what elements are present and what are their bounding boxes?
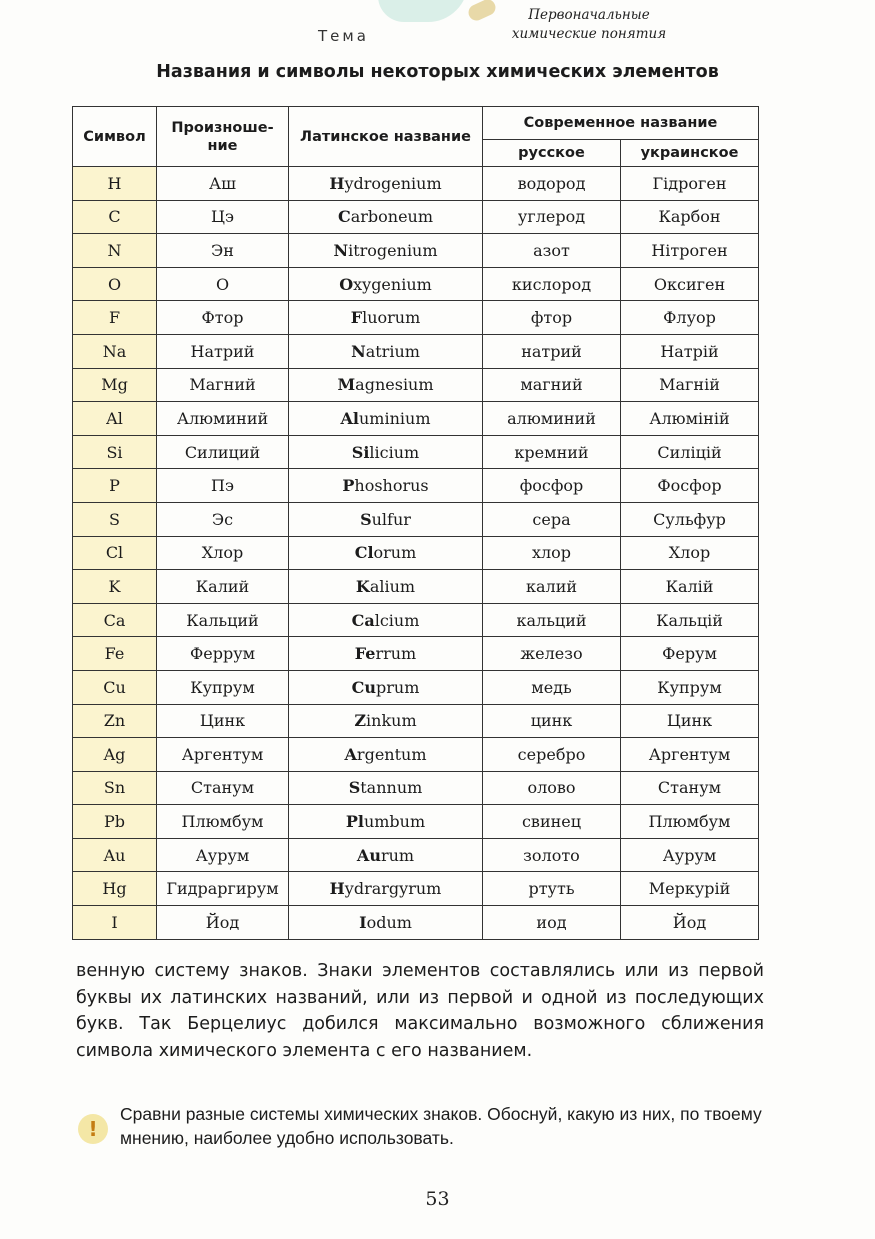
latin-initial: Cu — [351, 677, 376, 697]
cell-russian: азот — [483, 234, 621, 268]
latin-initial: K — [355, 576, 370, 596]
body-paragraph: венную систему знаков. Знаки элементов составлялись или из первой буквы их латинских названий, или из первой и одной из последующих букв. Так Берцелиус добился максимально возможного сближения символа химического элемента с его названием. — [76, 961, 764, 1061]
cell-symbol: Sn — [73, 771, 157, 805]
latin-initial: Cl — [354, 543, 374, 563]
cell-symbol: Fe — [73, 637, 157, 671]
cell-ukrainian: Гідроген — [621, 167, 759, 201]
topic-line: Первоначальные — [528, 7, 650, 23]
cell-russian: водород — [483, 167, 621, 201]
cell-russian: фтор — [483, 301, 621, 335]
cell-pronunciation: Станум — [157, 771, 289, 805]
latin-initial: Ca — [351, 610, 375, 630]
cell-latin — [289, 637, 483, 671]
cell-pronunciation: Алюминий — [157, 402, 289, 436]
cell-russian: кислород — [483, 267, 621, 301]
cell-symbol: Zn — [73, 704, 157, 738]
table-row — [73, 234, 759, 268]
header-modern: Современное название — [483, 107, 759, 140]
cell-symbol: C — [73, 200, 157, 234]
cell-latin — [289, 301, 483, 335]
latin-initial: F — [350, 308, 363, 328]
cell-symbol: F — [73, 301, 157, 335]
table-body — [73, 167, 759, 940]
cell-ukrainian: Купрум — [621, 670, 759, 704]
cell-symbol: Cl — [73, 536, 157, 570]
cell-symbol: Na — [73, 334, 157, 368]
cell-pronunciation: Йод — [157, 906, 289, 940]
cell-pronunciation: Магний — [157, 368, 289, 402]
latin-initial: H — [329, 879, 345, 899]
table-row — [73, 536, 759, 570]
latin-rest: ydrargyrum — [344, 879, 442, 899]
task-box — [78, 1100, 768, 1160]
table-row — [73, 771, 759, 805]
cell-ukrainian: Цинк — [621, 704, 759, 738]
cell-symbol: H — [73, 167, 157, 201]
task-text: Сравни разные системы химических знаков. Обоснуй, какую из них, по твоему мнению, наиболее удобно использовать. — [120, 1104, 762, 1148]
cell-russian: железо — [483, 637, 621, 671]
cell-russian: фосфор — [483, 469, 621, 503]
cell-pronunciation: Кальций — [157, 603, 289, 637]
cell-pronunciation: Пэ — [157, 469, 289, 503]
latin-initial: P — [342, 476, 355, 496]
cell-latin — [289, 536, 483, 570]
cell-latin — [289, 872, 483, 906]
cell-symbol: S — [73, 502, 157, 536]
cell-ukrainian: Силіцій — [621, 435, 759, 469]
cell-latin — [289, 738, 483, 772]
header-latin: Латинское название — [289, 107, 483, 167]
latin-rest: licium — [369, 442, 420, 462]
cell-pronunciation: Фтор — [157, 301, 289, 335]
latin-initial: N — [351, 341, 366, 361]
table-title: Названия и символы некоторых химических элементов — [156, 62, 719, 82]
cell-pronunciation: Цинк — [157, 704, 289, 738]
latin-initial: M — [337, 375, 356, 395]
cell-latin — [289, 234, 483, 268]
cell-russian: сера — [483, 502, 621, 536]
cell-pronunciation: Аурум — [157, 838, 289, 872]
cell-latin — [289, 805, 483, 839]
table-row — [73, 738, 759, 772]
table-row — [73, 334, 759, 368]
cell-russian: алюминий — [483, 402, 621, 436]
topic-title — [494, 6, 684, 44]
cell-ukrainian: Ферум — [621, 637, 759, 671]
latin-initial: H — [329, 173, 345, 193]
cell-symbol: Mg — [73, 368, 157, 402]
cell-symbol: Si — [73, 435, 157, 469]
latin-initial: Z — [354, 711, 367, 731]
latin-initial: Pl — [345, 812, 364, 832]
cell-latin — [289, 906, 483, 940]
cell-latin — [289, 570, 483, 604]
table-row — [73, 368, 759, 402]
latin-rest: rgentum — [356, 744, 427, 764]
cell-symbol: Pb — [73, 805, 157, 839]
cell-symbol: Au — [73, 838, 157, 872]
cell-latin — [289, 704, 483, 738]
latin-initial: N — [333, 240, 349, 260]
cell-latin — [289, 670, 483, 704]
table-row — [73, 435, 759, 469]
cell-pronunciation: Натрий — [157, 334, 289, 368]
cell-russian: натрий — [483, 334, 621, 368]
cell-symbol: K — [73, 570, 157, 604]
table-row — [73, 704, 759, 738]
latin-rest: ulfur — [371, 509, 411, 529]
latin-rest: lcium — [374, 610, 420, 630]
cell-latin — [289, 334, 483, 368]
elements-table — [72, 106, 759, 940]
cell-latin — [289, 469, 483, 503]
latin-rest: tannum — [360, 778, 423, 798]
cell-pronunciation: Калий — [157, 570, 289, 604]
cell-russian: золото — [483, 838, 621, 872]
latin-rest: agnesium — [355, 375, 434, 395]
latin-rest: prum — [376, 677, 420, 697]
cell-russian: магний — [483, 368, 621, 402]
latin-initial: Fe — [354, 644, 376, 664]
table-row — [73, 670, 759, 704]
latin-initial: Al — [340, 408, 359, 428]
cell-symbol: Ag — [73, 738, 157, 772]
cell-russian: хлор — [483, 536, 621, 570]
cell-russian: ртуть — [483, 872, 621, 906]
exclamation-icon: ! — [78, 1114, 108, 1144]
cell-russian: кремний — [483, 435, 621, 469]
table-row — [73, 805, 759, 839]
latin-initial: O — [339, 274, 354, 294]
cell-symbol: I — [73, 906, 157, 940]
table-row — [73, 872, 759, 906]
header-ukrainian: украинское — [621, 140, 759, 167]
latin-rest: arboneum — [350, 207, 434, 227]
cell-russian: серебро — [483, 738, 621, 772]
table-row — [73, 167, 759, 201]
cell-latin — [289, 402, 483, 436]
latin-rest: rum — [380, 845, 415, 865]
cell-pronunciation: Гидраргирум — [157, 872, 289, 906]
latin-initial: S — [348, 778, 361, 798]
cell-pronunciation: О — [157, 267, 289, 301]
cell-pronunciation: Эс — [157, 502, 289, 536]
cell-ukrainian: Сульфур — [621, 502, 759, 536]
cell-pronunciation: Эн — [157, 234, 289, 268]
latin-rest: atrium — [365, 341, 420, 361]
cell-latin — [289, 368, 483, 402]
cell-ukrainian: Алюміній — [621, 402, 759, 436]
table-row — [73, 301, 759, 335]
cell-pronunciation: Аш — [157, 167, 289, 201]
header-symbol: Символ — [73, 107, 157, 167]
latin-rest: orum — [373, 543, 417, 563]
cell-ukrainian: Карбон — [621, 200, 759, 234]
cell-russian: углерод — [483, 200, 621, 234]
latin-initial: C — [337, 207, 351, 227]
cell-russian: кальций — [483, 603, 621, 637]
cell-symbol: P — [73, 469, 157, 503]
cell-russian: медь — [483, 670, 621, 704]
decorative-shape — [378, 0, 468, 22]
cell-russian: калий — [483, 570, 621, 604]
cell-symbol: O — [73, 267, 157, 301]
cell-russian: олово — [483, 771, 621, 805]
table-row — [73, 200, 759, 234]
cell-latin — [289, 502, 483, 536]
cell-pronunciation: Купрум — [157, 670, 289, 704]
cell-ukrainian: Аргентум — [621, 738, 759, 772]
table-row — [73, 267, 759, 301]
cell-pronunciation: Силиций — [157, 435, 289, 469]
cell-symbol: Hg — [73, 872, 157, 906]
table-row — [73, 838, 759, 872]
latin-rest: inkum — [366, 711, 417, 731]
cell-latin — [289, 771, 483, 805]
cell-ukrainian: Нітроген — [621, 234, 759, 268]
cell-ukrainian: Аурум — [621, 838, 759, 872]
table-row — [73, 570, 759, 604]
page-header — [0, 0, 875, 56]
latin-initial: A — [344, 744, 357, 764]
header-pronunciation: Произноше-ние — [157, 107, 289, 167]
cell-pronunciation: Феррум — [157, 637, 289, 671]
latin-rest: hoshorus — [354, 476, 429, 496]
latin-initial: S — [360, 509, 372, 529]
cell-russian: свинец — [483, 805, 621, 839]
cell-pronunciation: Плюмбум — [157, 805, 289, 839]
cell-ukrainian: Меркурій — [621, 872, 759, 906]
latin-rest: ydrogenium — [344, 173, 442, 193]
cell-ukrainian: Кальцій — [621, 603, 759, 637]
cell-latin — [289, 200, 483, 234]
cell-latin — [289, 267, 483, 301]
cell-latin — [289, 167, 483, 201]
cell-ukrainian: Флуор — [621, 301, 759, 335]
table-row — [73, 603, 759, 637]
cell-ukrainian: Оксиген — [621, 267, 759, 301]
latin-rest: odum — [366, 912, 412, 932]
cell-ukrainian: Калій — [621, 570, 759, 604]
cell-ukrainian: Станум — [621, 771, 759, 805]
page-number: 53 — [425, 1188, 450, 1210]
latin-rest: umbum — [363, 812, 426, 832]
table-row — [73, 469, 759, 503]
latin-rest: itrogenium — [348, 240, 438, 260]
cell-symbol: Ca — [73, 603, 157, 637]
table-row — [73, 402, 759, 436]
cell-pronunciation: Цэ — [157, 200, 289, 234]
latin-rest: uminium — [359, 408, 431, 428]
cell-ukrainian: Фосфор — [621, 469, 759, 503]
cell-symbol: Cu — [73, 670, 157, 704]
cell-latin — [289, 603, 483, 637]
cell-russian: иод — [483, 906, 621, 940]
latin-rest: xygenium — [353, 274, 432, 294]
table-row — [73, 906, 759, 940]
cell-latin — [289, 435, 483, 469]
latin-initial: Au — [356, 845, 381, 865]
cell-symbol: N — [73, 234, 157, 268]
topic-line: химические понятия — [511, 26, 667, 42]
cell-ukrainian: Йод — [621, 906, 759, 940]
latin-initial: Si — [351, 442, 370, 462]
cell-symbol: Al — [73, 402, 157, 436]
section-label: Тема — [318, 27, 369, 45]
latin-initial: I — [359, 912, 367, 932]
latin-rest: luorum — [362, 308, 421, 328]
latin-rest: alium — [369, 576, 416, 596]
cell-ukrainian: Магній — [621, 368, 759, 402]
cell-pronunciation: Хлор — [157, 536, 289, 570]
cell-latin — [289, 838, 483, 872]
cell-ukrainian: Плюмбум — [621, 805, 759, 839]
cell-ukrainian: Хлор — [621, 536, 759, 570]
table-row — [73, 502, 759, 536]
cell-ukrainian: Натрій — [621, 334, 759, 368]
table-row — [73, 637, 759, 671]
header-russian: русское — [483, 140, 621, 167]
latin-rest: rrum — [375, 644, 417, 664]
cell-pronunciation: Аргентум — [157, 738, 289, 772]
cell-russian: цинк — [483, 704, 621, 738]
